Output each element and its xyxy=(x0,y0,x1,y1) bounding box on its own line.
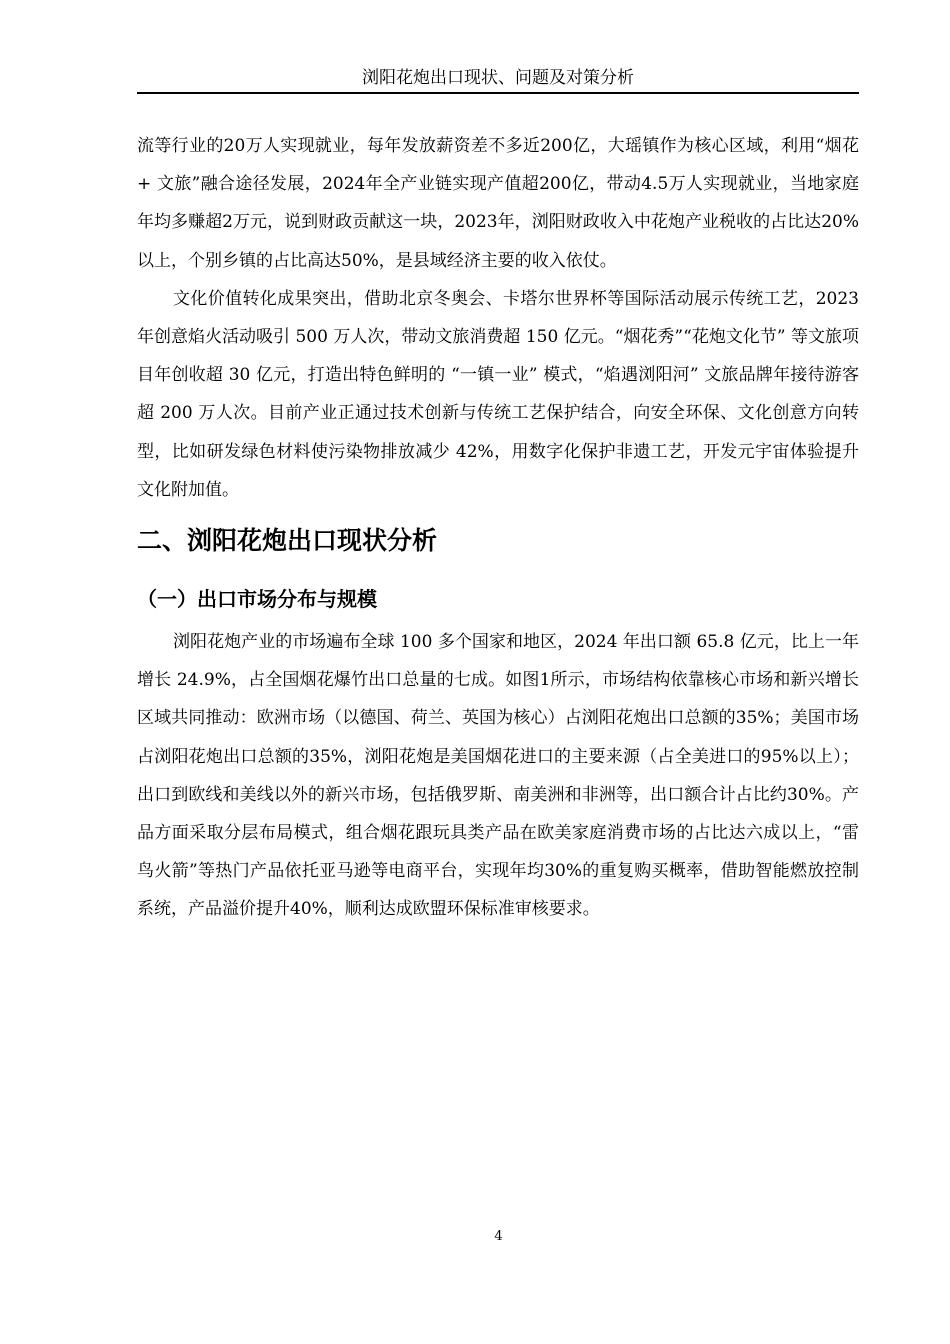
body-paragraph-continued: 流等行业的20万人实现就业，每年发放薪资差不多近200亿，大瑶镇作为核心区域，利用“烟花 + 文旅”融合途径发展，2024年全产业链实现产值超200亿，带动4.5万人实现就业，当地家庭年均多赚超2万元，说到财政贡献这一块，2023年，浏阳财政收入中花炮产业税收的占比达20%以上，个别乡镇的占比高达50%，是县域经济主要的收入依仗。 xyxy=(137,136,859,271)
page-body xyxy=(137,127,859,929)
body-paragraph-export-market: 浏阳花炮产业的市场遍布全球 100 多个国家和地区，2024 年出口额 65.8 亿元，比上一年增长 24.9%，占全国烟花爆竹出口总量的七成。如图1所示，市场结构依靠核心市场和新兴增长区域共同推动：欧洲市场（以德国、荷兰、英国为核心）占浏阳花炮出口总额的35%；美国市场占浏阳花炮出口总额的35%，浏阳花炮是美国烟花进口的主要来源（占全美进口的95%以上）；出口到欧线和美线以外的新兴市场，包括俄罗斯、南美洲和非洲等，出口额合计占比约30%。产品方面采取分层布局模式，组合烟花跟玩具类产品在欧美家庭消费市场的占比达六成以上，“雷鸟火箭”等热门产品依托亚马逊等电商平台，实现年均30%的重复购买概率，借助智能燃放控制系统，产品溢价提升40%，顺利达成欧盟环保标准审核要求。 xyxy=(137,632,859,920)
subsection-heading: （一）出口市场分布与规模 xyxy=(137,587,377,612)
header-rule xyxy=(137,92,859,94)
running-header: 浏阳花炮出口现状、问题及对策分析 xyxy=(362,68,634,88)
page-number: 4 xyxy=(494,1229,503,1244)
section-heading: 二、浏阳花炮出口现状分析 xyxy=(137,526,438,556)
body-paragraph-culture: 文化价值转化成果突出，借助北京冬奥会、卡塔尔世界杯等国际活动展示传统工艺，2023 年创意焰火活动吸引 500 万人次，带动文旅消费超 150 亿元。“烟花秀”“花炮文化节” 等文旅项目年创收超 30 亿元，打造出特色鲜明的 “一镇一业” 模式，“焰遇浏阳河” 文旅品牌年接待游客超 200 万人次。目前产业正通过技术创新与传统工艺保护结合，向安全环保、文化创意方向转型，比如研发绿色材料使污染物排放减少 42%，用数字化保护非遗工艺，开发元宇宙体验提升文化附加值。 xyxy=(137,288,859,500)
